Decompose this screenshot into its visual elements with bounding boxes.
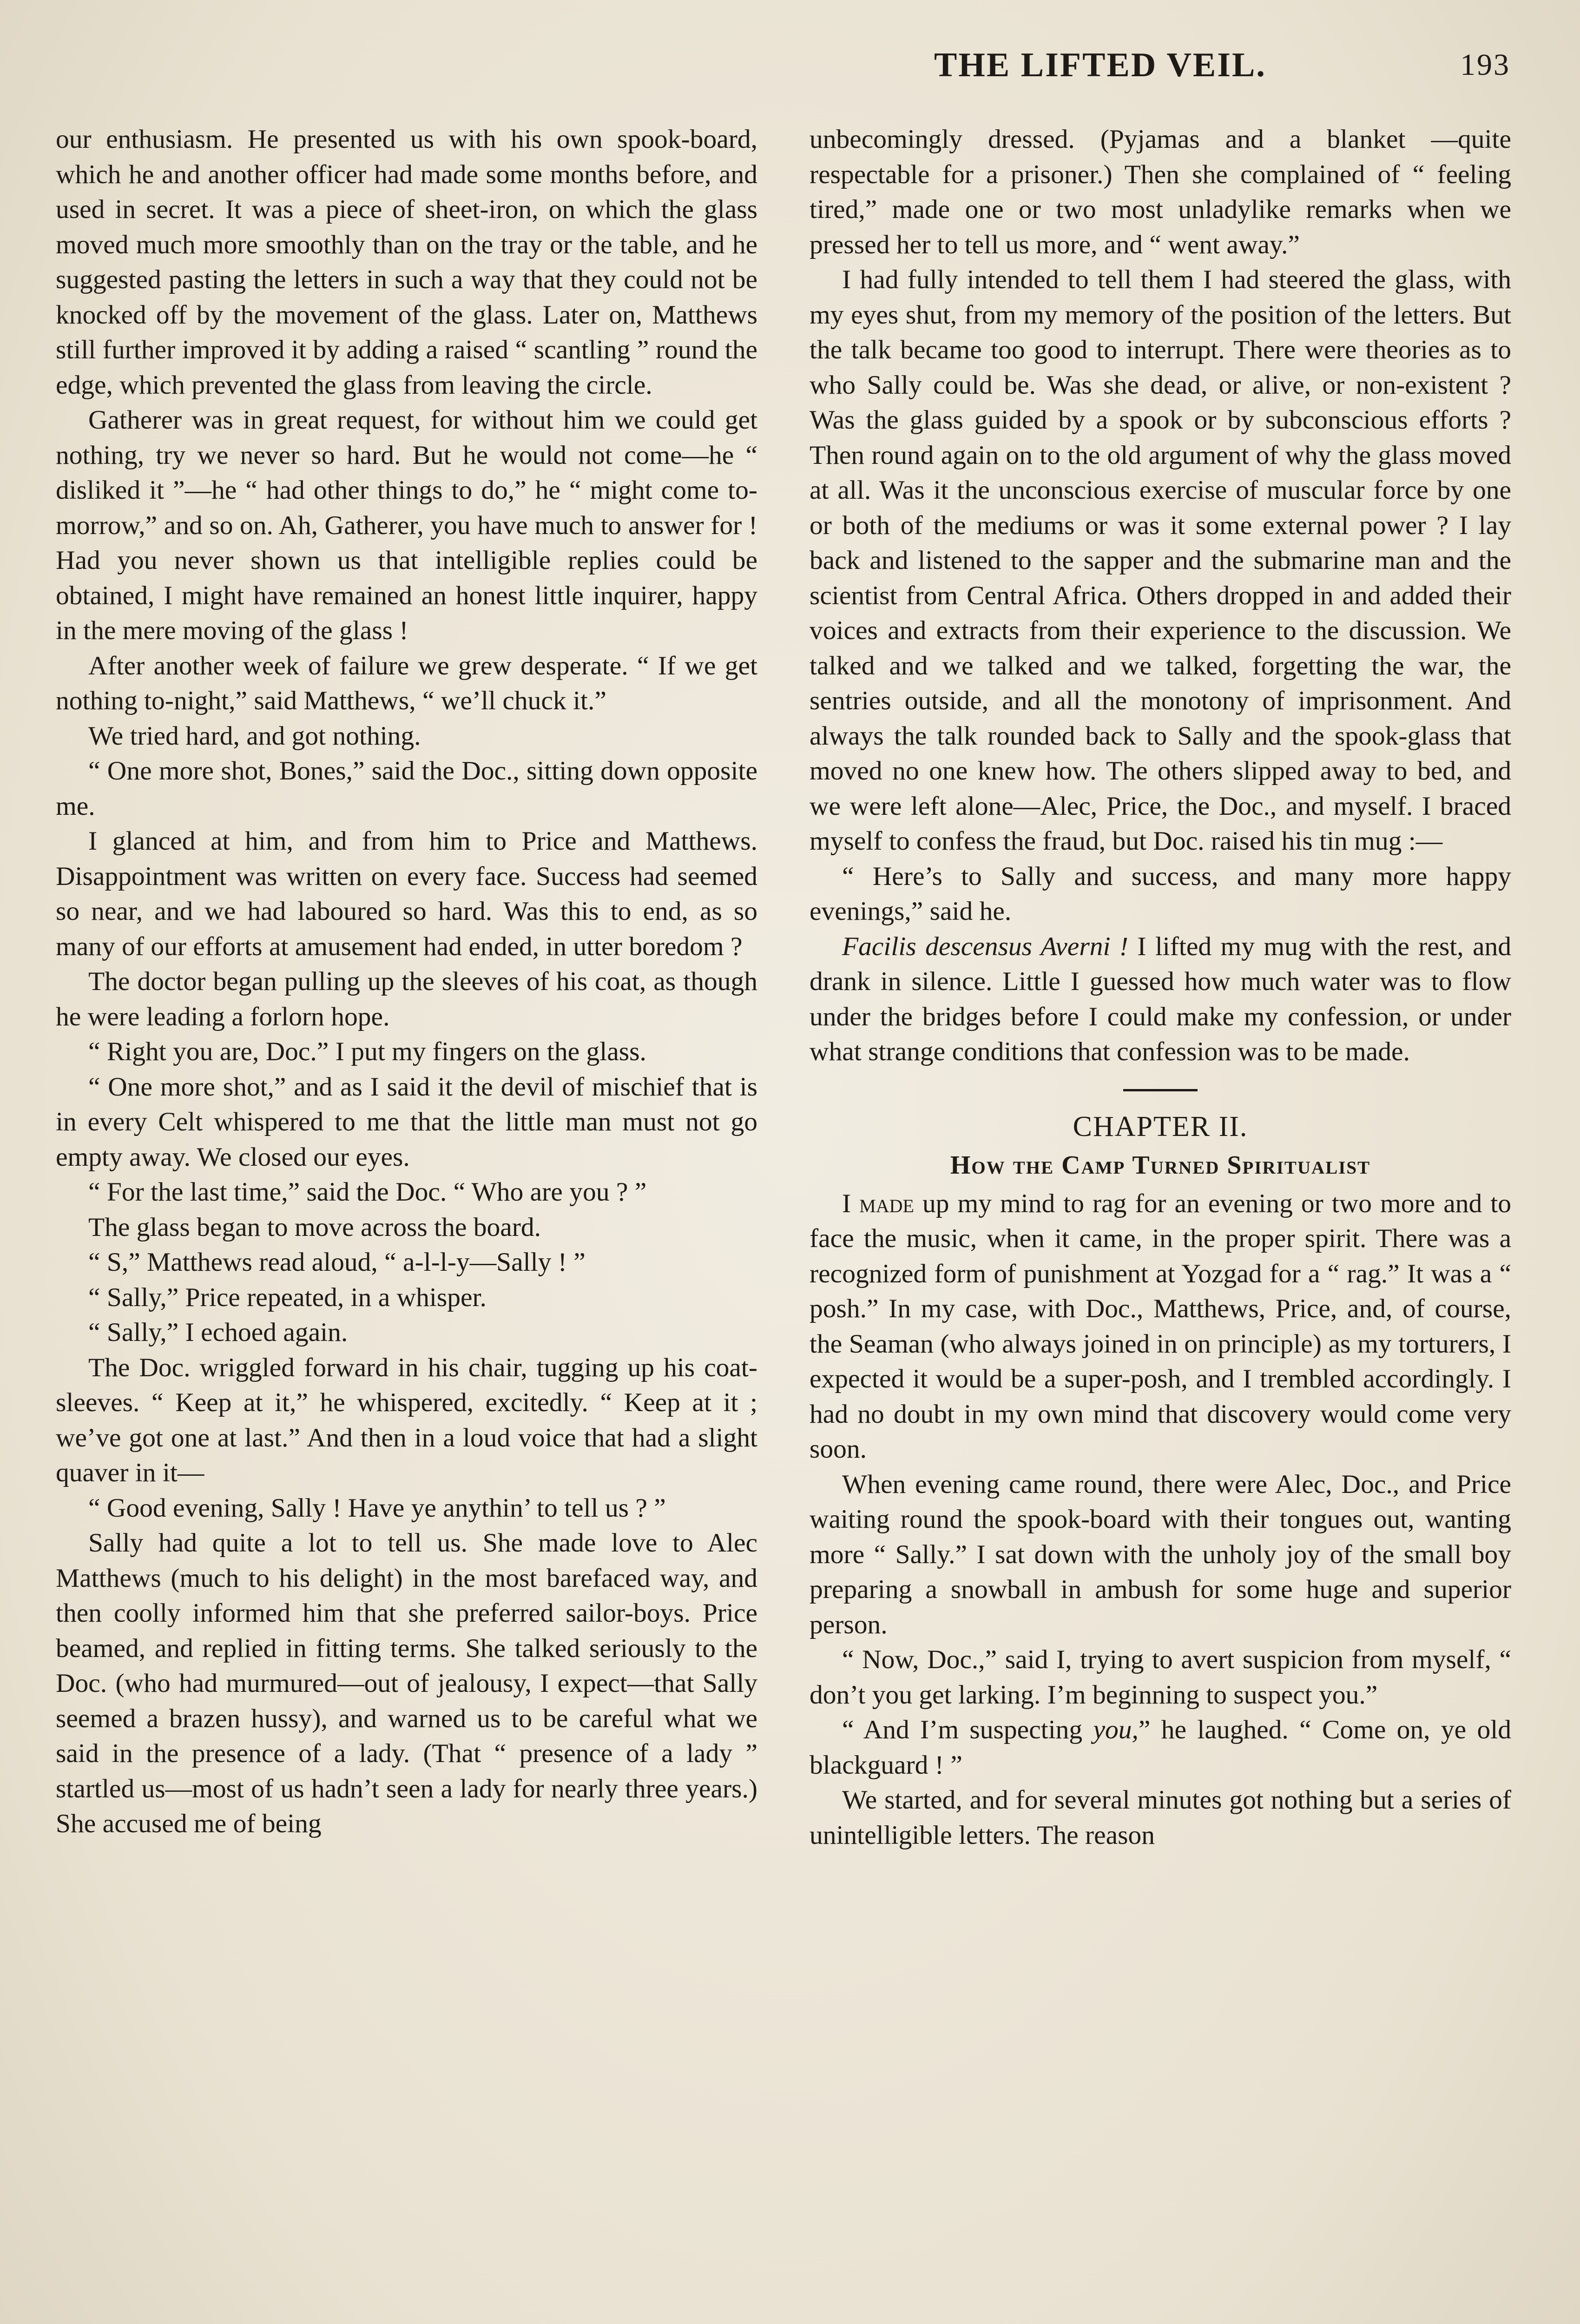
left-column xyxy=(56,122,757,1842)
paragraph: “ Now, Doc.,” said I, trying to avert suspicion from myself, “ don’t you get larking. I’m beginning to suspect you.” xyxy=(810,1645,1511,1710)
emphasis: you, xyxy=(1093,1715,1139,1744)
paragraph: “ For the last time,” said the Doc. “ Who are you ? ” xyxy=(88,1177,647,1207)
paragraph: “ One more shot,” and as I said it the devil of mischief that is in every Celt whispered to me that the little man must not go empty away. We closed our eyes. xyxy=(56,1072,757,1172)
dialogue-part: ” he laughed. “ Come on, ye old blackguard ! ” xyxy=(810,1715,1511,1780)
paragraph: We started, and for several minutes got nothing but a series of unintelligible letters. The reason xyxy=(810,1785,1511,1850)
paragraph: After another week of failure we grew desperate. “ If we get nothing to-night,” said Matthews, “ we’ll chuck it.” xyxy=(56,651,757,715)
paragraph: “ Sally,” Price repeated, in a whisper. xyxy=(88,1282,487,1312)
page-number: 193 xyxy=(1460,48,1510,82)
section-rule xyxy=(1123,1089,1198,1091)
paragraph: The Doc. wriggled forward in his chair, tugging up his coat-sleeves. “ Keep at it,” he whispered, excitedly. “ Keep at it ; we’ve got one at last.” And then in a loud voice that had a slight quaver in it— xyxy=(56,1353,757,1487)
latin-rest: I lifted my mug with the rest, and drank in silence. Little I guessed how much water was to flow under the bridges before I could make my confession, or under what strange conditions that confession was to be made. xyxy=(810,931,1511,1066)
paragraph: “ Right you are, Doc.” I put my fingers on the glass. xyxy=(88,1037,646,1066)
paragraph: The doctor began pulling up the sleeves of his coat, as though he were leading a forlorn hope. xyxy=(56,967,757,1031)
paragraph xyxy=(810,1186,1511,1467)
paragraph: Sally had quite a lot to tell us. She made love to Alec Matthews (much to his delight) in the most barefaced way, and then coolly informed him that she preferred sailor-boys. Price beamed, and replied in fitting terms. She talked seriously to the Doc. (who had murmured—out of jealousy, I expect—that Sally seemed a brazen hussy), and warned us to be careful what we said in the presence of a lady. (That “ presence of a lady ” startled us—most of us hadn’t seen a lady for nearly three years.) She accused me of being xyxy=(56,1528,757,1838)
chapter-subtitle: How the Camp Turned Spiritualist xyxy=(950,1150,1371,1180)
running-head xyxy=(934,46,1510,85)
latin-phrase: Facilis descensus Averni ! xyxy=(842,931,1128,961)
paragraph: our enthusiasm. He presented us with his own spook-board, which he and another officer had made some months before, and used in secret. It was a piece of sheet-iron, on which the glass moved much more smoothly than on the tray or the table, and he suggested pasting the letters in such a way that they could not be knocked off by the movement of the glass. Later on, Matthews still further improved it by adding a raised “ scantling ” round the edge, which prevented the glass from leaving the circle. xyxy=(56,125,757,400)
running-title: THE LIFTED VEIL. xyxy=(934,46,1266,84)
dialogue-part: “ And I’m suspecting xyxy=(842,1715,1093,1744)
paragraph: unbecomingly dressed. (Pyjamas and a blanket —quite respectable for a prisoner.) Then she complained of “ feeling tired,” made one or two most unladylike remarks when we pressed her to tell us more, and “ went away.” xyxy=(810,125,1511,259)
paragraph: I glanced at him, and from him to Price and Matthews. Disappointment was written on every face. Success had seemed so near, and we had laboured so hard. Was this to end, as so many of our efforts at amusement had ended, in utter boredom ? xyxy=(56,826,757,961)
chapter-lead-rest: up my mind to rag for an evening or two more and to face the music, when it came, in the proper spirit. There was a recognized form of punishment at Yozgad for a “ rag.” It was a “ posh.” In my case, with Doc., Matthews, Price, and, of course, the Seaman (who always joined in on principle) as my torturers, I expected it would be a super-posh, and I trembled accordingly. I had no doubt in my own mind that discovery would come very soon. xyxy=(810,1188,1511,1464)
paragraph: “ One more shot, Bones,” said the Doc., sitting down opposite me. xyxy=(56,756,757,821)
paragraph: When evening came round, there were Alec, Doc., and Price waiting round the spook-board with their tongues out, wanting more “ Sally.” I sat down with the unholy joy of the small boy preparing a snowball in ambush for some huge and superior person. xyxy=(810,1469,1511,1639)
chapter-title: CHAPTER II. xyxy=(1073,1110,1248,1142)
right-column xyxy=(810,122,1511,1853)
paragraph xyxy=(810,1712,1511,1783)
paragraph: “ Sally,” I echoed again. xyxy=(88,1318,348,1347)
chapter-lead-words: I made xyxy=(842,1188,914,1218)
paragraph: The glass began to move across the board. xyxy=(88,1212,541,1242)
paragraph: “ Here’s to Sally and success, and many more happy evenings,” said he. xyxy=(810,861,1511,926)
paragraph-latin xyxy=(810,929,1511,1070)
paragraph: We tried hard, and got nothing. xyxy=(88,721,421,751)
paragraph: Gatherer was in great request, for without him we could get nothing, try we never so hard. But he would not come—he “ disliked it ”—he “ had other things to do,” he “ might come to-morrow,” and so on. Ah, Gatherer, you have much to answer for ! Had you never shown us that intelligible replies could be obtained, I might have remained an honest little inquirer, happy in the mere moving of the glass ! xyxy=(56,405,757,645)
paragraph: “ S,” Matthews read aloud, “ a-l-l-y—Sally ! ” xyxy=(88,1248,586,1277)
paragraph: I had fully intended to tell them I had steered the glass, with my eyes shut, from my memory of the position of the letters. But the talk became too good to interrupt. There were theories as to who Sally could be. Was she dead, or alive, or non-existent ? Was the glass guided by a spook or by subconscious efforts ? Then round again on to the old argument of why the glass moved at all. Was it the unconscious exercise of muscular force by one or both of the mediums or was it some external power ? I lay back and listened to the sapper and the submarine man and the scientist from Central Africa. Others dropped in and added their voices and extracts from their experience to the discussion. We talked and we talked and we talked, forgetting the war, the sentries outside, and all the monotony of imprisonment. And always the talk rounded back to Sally and the spook-glass that moved no one knew how. The others slipped away to bed, and we were left alone—Alec, Price, the Doc., and myself. I braced myself to confess the fraud, but Doc. raised his tin mug :— xyxy=(810,265,1511,856)
paragraph: “ Good evening, Sally ! Have ye anythin’ to tell us ? ” xyxy=(88,1493,666,1523)
